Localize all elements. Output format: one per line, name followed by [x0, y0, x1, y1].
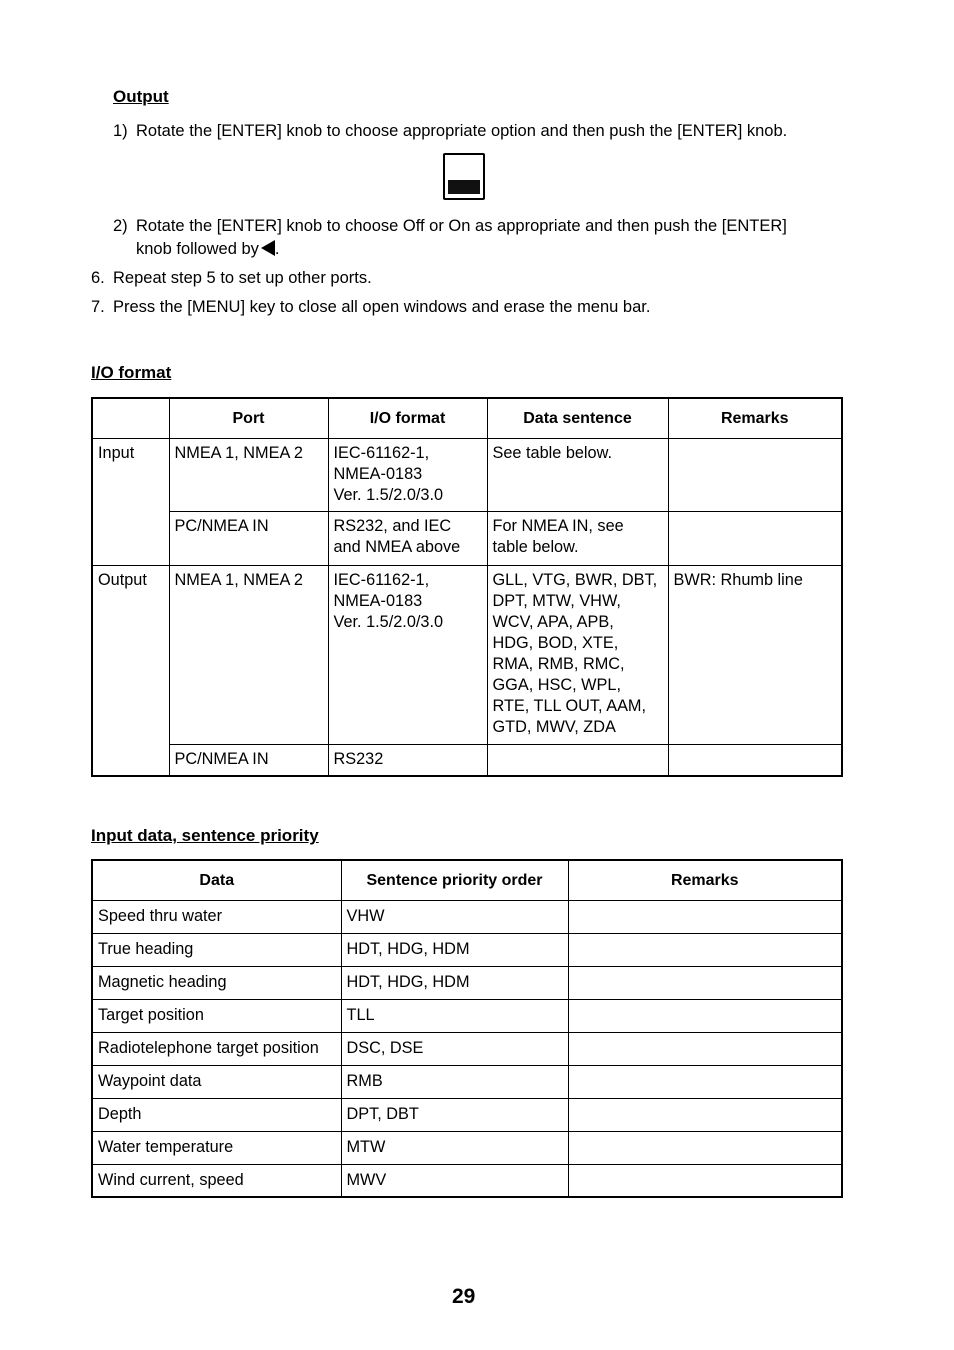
data-cell: Depth — [92, 1098, 341, 1131]
remarks-cell — [568, 933, 842, 966]
output-heading: Output — [113, 87, 169, 106]
table-row — [92, 565, 842, 744]
table-row — [92, 1032, 842, 1065]
table-header-row — [92, 860, 842, 900]
step-7 — [91, 296, 651, 319]
priority-order-cell: RMB — [341, 1065, 568, 1098]
data-cell: Radiotelephone target position — [92, 1032, 341, 1065]
page-number: 29 — [452, 1285, 476, 1308]
data-cell: Speed thru water — [92, 900, 341, 933]
data-cell: Wind current, speed — [92, 1164, 341, 1197]
priority-order-cell: TLL — [341, 999, 568, 1032]
priority-order-cell: MTW — [341, 1131, 568, 1164]
table-row — [92, 966, 842, 999]
header-cell: Remarks — [568, 860, 842, 900]
table-row — [92, 438, 842, 511]
output-step-2 — [113, 215, 853, 258]
data-cell: Target position — [92, 999, 341, 1032]
sentence-cell: GLL, VTG, BWR, DBT, DPT, MTW, VHW, WCV, APA, APB, HDG, BOD, XTE, RMA, RMB, RMC, GGA, HSC, WPL, RTE, TLL OUT, AAM, GTD, MWV, ZDA — [487, 565, 668, 744]
output-step-1 — [113, 120, 853, 143]
priority-heading: Input data, sentence priority — [91, 826, 319, 845]
data-cell: Water temperature — [92, 1131, 341, 1164]
table-row — [92, 933, 842, 966]
step-text-line2: knob followed by — [136, 240, 259, 258]
table-row — [92, 999, 842, 1032]
table-row — [92, 744, 842, 776]
header-cell — [92, 398, 169, 438]
left-arrow-icon — [261, 240, 275, 256]
data-cell: Waypoint data — [92, 1065, 341, 1098]
remarks-cell — [568, 1065, 842, 1098]
step-number: 7. — [91, 298, 105, 316]
port-cell: NMEA 1, NMEA 2 — [169, 438, 328, 511]
format-cell: IEC-61162-1, NMEA-0183 Ver. 1.5/2.0/3.0 — [328, 565, 487, 744]
data-cell: Magnetic heading — [92, 966, 341, 999]
remarks-cell — [668, 511, 842, 565]
step-text: Rotate the [ENTER] knob to choose appropriate option and then push the [ENTER] knob. — [136, 122, 788, 140]
remarks-cell — [568, 1164, 842, 1197]
step-6 — [91, 267, 372, 290]
remarks-cell: BWR: Rhumb line — [668, 565, 842, 744]
remarks-cell — [568, 966, 842, 999]
header-cell: Data sentence — [487, 398, 668, 438]
port-cell: PC/NMEA IN — [169, 511, 328, 565]
remarks-cell — [568, 1032, 842, 1065]
sentence-cell: For NMEA IN, see table below. — [487, 511, 668, 565]
header-cell: Port — [169, 398, 328, 438]
header-cell: Sentence priority order — [341, 860, 568, 900]
table-row — [92, 1065, 842, 1098]
priority-order-cell: DPT, DBT — [341, 1098, 568, 1131]
sentence-cell — [487, 744, 668, 776]
priority-order-cell: HDT, HDG, HDM — [341, 966, 568, 999]
priority-order-cell: DSC, DSE — [341, 1032, 568, 1065]
io-format-table — [91, 397, 843, 777]
priority-order-cell: VHW — [341, 900, 568, 933]
step-text: Press the [MENU] key to close all open windows and erase the menu bar. — [113, 298, 651, 316]
direction-cell: Output — [92, 565, 169, 776]
priority-table — [91, 859, 843, 1198]
port-cell: PC/NMEA IN — [169, 744, 328, 776]
step-text-end: . — [274, 240, 280, 258]
step-number: 1) — [113, 122, 128, 140]
sentence-cell: See table below. — [487, 438, 668, 511]
data-cell: True heading — [92, 933, 341, 966]
format-cell: IEC-61162-1, NMEA-0183 Ver. 1.5/2.0/3.0 — [328, 438, 487, 511]
table-row — [92, 1098, 842, 1131]
format-cell: RS232, and IEC and NMEA above — [328, 511, 487, 565]
priority-order-cell: MWV — [341, 1164, 568, 1197]
header-cell: Data — [92, 860, 341, 900]
table-row — [92, 1131, 842, 1164]
remarks-cell — [668, 744, 842, 776]
menu-option-icon — [443, 153, 485, 200]
port-cell: NMEA 1, NMEA 2 — [169, 565, 328, 744]
format-cell: RS232 — [328, 744, 487, 776]
direction-cell: Input — [92, 438, 169, 565]
remarks-cell — [568, 900, 842, 933]
step-text: Repeat step 5 to set up other ports. — [113, 269, 372, 287]
step-text-line1: Rotate the [ENTER] knob to choose Off or On as appropriate and then push the [ENTER] — [136, 217, 787, 235]
header-cell: I/O format — [328, 398, 487, 438]
io-format-heading: I/O format — [91, 363, 172, 382]
table-row — [92, 511, 842, 565]
table-row — [92, 900, 842, 933]
table-row — [92, 1164, 842, 1197]
step-number: 2) — [113, 217, 128, 235]
remarks-cell — [568, 1098, 842, 1131]
step-number: 6. — [91, 269, 105, 287]
remarks-cell — [568, 999, 842, 1032]
priority-order-cell: HDT, HDG, HDM — [341, 933, 568, 966]
header-cell: Remarks — [668, 398, 842, 438]
remarks-cell — [568, 1131, 842, 1164]
remarks-cell — [668, 438, 842, 511]
table-header-row — [92, 398, 842, 438]
